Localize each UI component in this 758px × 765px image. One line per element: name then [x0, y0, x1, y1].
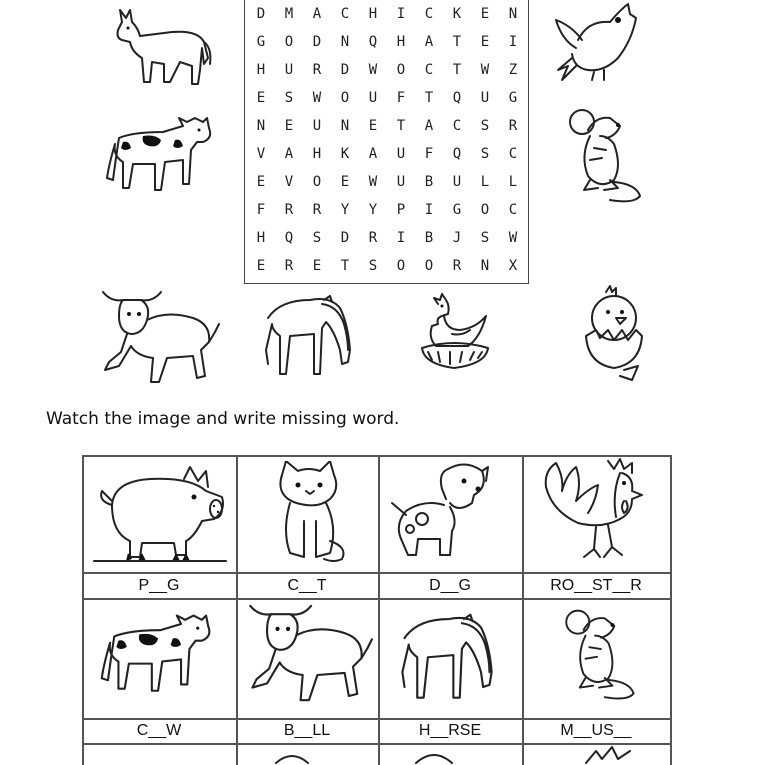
word-search-letter: N — [508, 6, 518, 22]
partial-illustration — [272, 747, 312, 765]
word-search-letter: D — [340, 230, 350, 246]
word-search-letter: O — [284, 34, 294, 50]
word-search-letter: S — [312, 230, 322, 246]
word-search-letter: F — [424, 146, 434, 162]
word-search-row — [245, 112, 528, 140]
word-search-row — [245, 0, 528, 28]
word-search-letter: D — [256, 6, 266, 22]
missing-word-cow: C__W — [136, 722, 182, 739]
rooster-illustration — [536, 457, 658, 565]
missing-word-dog: D__G — [429, 577, 471, 594]
word-search-letter: A — [284, 146, 294, 162]
word-search-letter: U — [284, 62, 294, 78]
mouse-illustration — [556, 601, 640, 703]
cat-illustration — [268, 461, 350, 565]
missing-word-rooster: RO__ST__R — [550, 577, 642, 594]
hen-illustration — [416, 290, 492, 374]
word-search-letter: A — [424, 34, 434, 50]
table-border — [236, 455, 238, 765]
word-search-letter: N — [480, 258, 490, 274]
word-search-letter: W — [368, 62, 378, 78]
word-search-letter: E — [480, 6, 490, 22]
missing-word-bull: B__LL — [283, 722, 331, 739]
word-search-letter: U — [312, 118, 322, 134]
word-search-letter: A — [424, 118, 434, 134]
word-search-letter: E — [256, 174, 266, 190]
word-search-letter: U — [396, 146, 406, 162]
word-search-letter: E — [480, 34, 490, 50]
word-search-row — [245, 140, 528, 168]
word-search-letter: B — [424, 230, 434, 246]
word-search-letter: U — [452, 174, 462, 190]
word-search-letter: I — [508, 34, 518, 50]
word-search-letter: S — [480, 146, 490, 162]
word-search-letter: Q — [368, 34, 378, 50]
word-search-letter: C — [452, 118, 462, 134]
word-search-row — [245, 196, 528, 224]
word-search-letter: D — [340, 62, 350, 78]
word-search-letter: W — [508, 230, 518, 246]
word-search-letter: I — [424, 202, 434, 218]
word-search-letter: L — [480, 174, 490, 190]
word-search-letter: R — [508, 118, 518, 134]
word-search-letter: K — [452, 6, 462, 22]
word-search-letter: G — [256, 34, 266, 50]
word-search-letter: R — [284, 258, 294, 274]
word-search-letter: Q — [284, 230, 294, 246]
word-search-letter: U — [396, 174, 406, 190]
word-search-letter: R — [452, 258, 462, 274]
pig-illustration — [90, 461, 230, 565]
missing-word-table — [82, 455, 672, 765]
word-search-grid — [244, 0, 529, 284]
word-search-letter: W — [480, 62, 490, 78]
word-search-letter: F — [256, 202, 266, 218]
word-search-letter: O — [340, 90, 350, 106]
word-search-letter: C — [424, 62, 434, 78]
word-search-letter: Z — [508, 62, 518, 78]
table-border — [82, 598, 672, 600]
partial-illustration — [582, 745, 636, 765]
word-search-letter: M — [284, 6, 294, 22]
word-search-letter: E — [256, 90, 266, 106]
mouse-illustration — [560, 100, 646, 206]
word-search-letter: S — [284, 90, 294, 106]
word-search-letter: L — [508, 174, 518, 190]
word-search-letter: N — [256, 118, 266, 134]
word-search-row — [245, 28, 528, 56]
word-search-letter: U — [368, 90, 378, 106]
word-search-letter: Q — [452, 146, 462, 162]
word-search-letter: A — [368, 146, 378, 162]
word-search-letter: K — [340, 146, 350, 162]
word-search-letter: S — [368, 258, 378, 274]
word-search-letter: H — [256, 230, 266, 246]
word-search-letter: G — [508, 90, 518, 106]
word-search-letter: R — [284, 202, 294, 218]
word-search-letter: V — [256, 146, 266, 162]
missing-word-pig: P__G — [138, 577, 180, 594]
word-search-letter: Y — [368, 202, 378, 218]
word-search-letter: P — [396, 202, 406, 218]
word-search-letter: H — [256, 62, 266, 78]
donkey-illustration — [112, 8, 214, 86]
word-search-letter: H — [368, 6, 378, 22]
word-search-letter: D — [312, 34, 322, 50]
word-search-letter: H — [396, 34, 406, 50]
word-search-letter: U — [480, 90, 490, 106]
word-search-letter: R — [368, 230, 378, 246]
word-search-letter: W — [368, 174, 378, 190]
word-search-letter: S — [480, 118, 490, 134]
table-border — [670, 455, 672, 765]
word-search-letter: O — [480, 202, 490, 218]
word-search-letter: O — [396, 62, 406, 78]
cow-illustration — [96, 601, 216, 697]
dog-illustration — [388, 459, 492, 563]
bird-illustration — [548, 0, 638, 90]
table-border — [378, 455, 380, 765]
word-search-letter: N — [340, 34, 350, 50]
missing-word-cat: C__T — [287, 577, 327, 594]
word-search-letter: O — [312, 174, 322, 190]
word-search-letter: B — [424, 174, 434, 190]
table-border — [82, 718, 672, 720]
word-search-letter: C — [424, 6, 434, 22]
word-search-letter: E — [312, 258, 322, 274]
horse-illustration — [396, 601, 498, 705]
chick-illustration — [576, 284, 646, 384]
word-search-letter: E — [368, 118, 378, 134]
word-search-letter: O — [424, 258, 434, 274]
word-search-letter: N — [340, 118, 350, 134]
word-search-letter: C — [508, 146, 518, 162]
word-search-letter: F — [396, 90, 406, 106]
word-search-letter: X — [508, 258, 518, 274]
word-search-row — [245, 168, 528, 196]
word-search-letter: E — [340, 174, 350, 190]
word-search-letter: E — [256, 258, 266, 274]
word-search-letter: R — [312, 62, 322, 78]
word-search-letter: J — [452, 230, 462, 246]
word-search-letter: T — [340, 258, 350, 274]
word-search-row — [245, 84, 528, 112]
partial-illustration — [412, 747, 456, 765]
horse-illustration — [260, 284, 356, 380]
cow-illustration — [103, 104, 215, 196]
word-search-letter: I — [396, 6, 406, 22]
word-search-row — [245, 56, 528, 84]
missing-word-mouse: M__US__ — [560, 722, 632, 739]
word-search-letter: I — [396, 230, 406, 246]
word-search-letter: A — [312, 6, 322, 22]
word-search-letter: V — [284, 174, 294, 190]
table-border — [82, 455, 84, 765]
word-search-letter: O — [396, 258, 406, 274]
word-search-letter: E — [284, 118, 294, 134]
word-search-letter: T — [424, 90, 434, 106]
word-search-letter: S — [480, 230, 490, 246]
word-search-row — [245, 224, 528, 252]
word-search-letter: H — [312, 146, 322, 162]
bull-illustration — [97, 286, 221, 388]
instruction-text: Watch the image and write missing word. — [46, 409, 400, 429]
missing-word-horse: H__RSE — [418, 722, 482, 739]
word-search-letter: R — [312, 202, 322, 218]
word-search-letter: C — [340, 6, 350, 22]
word-search-letter: Y — [340, 202, 350, 218]
word-search-letter: G — [452, 202, 462, 218]
word-search-letter: T — [396, 118, 406, 134]
word-search-letter: Q — [452, 90, 462, 106]
table-border — [522, 455, 524, 765]
word-search-letter: W — [312, 90, 322, 106]
word-search-letter: T — [452, 34, 462, 50]
bull-illustration — [244, 599, 374, 707]
word-search-letter: C — [508, 202, 518, 218]
word-search-letter: T — [452, 62, 462, 78]
word-search-row — [245, 252, 528, 280]
table-border — [82, 572, 672, 574]
